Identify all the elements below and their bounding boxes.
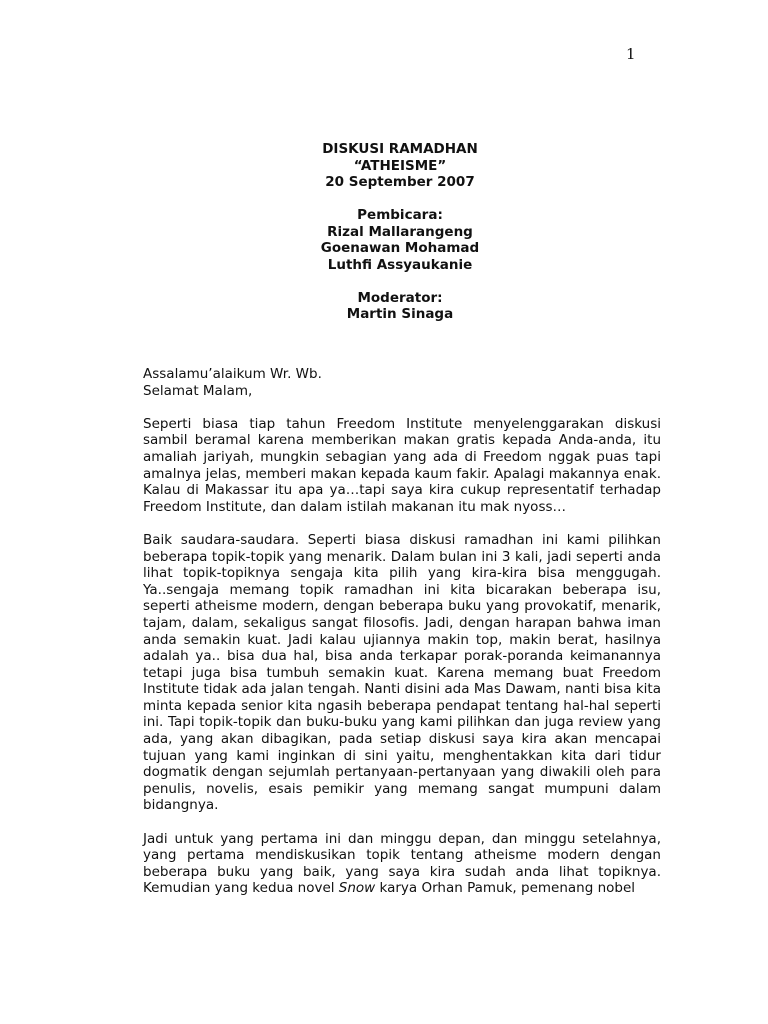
moderator-name: Martin Sinaga — [346, 306, 454, 322]
speaker-name: Rizal Mallarangeng — [327, 223, 473, 240]
moderator-label: Moderator: — [357, 289, 443, 306]
greeting-line: Assalamu’alaikum Wr. Wb. — [143, 366, 322, 382]
page-number: 1 — [626, 45, 636, 63]
paragraph: Seperti biasa tiap tahun Freedom Institute menyelenggarakan diskusi sambil beramal karena memberikan makan gratis kepada Anda-anda, itu amaliah jariyah, mungkin sebagian yang ada di Freedom nggak puas tapi amalnya jelas, memberi makan kepada kaum fakir. Apalagi makannya enak. Kalau di Makassar itu apa ya…tapi saya kira cukup representatif terhadap Freedom Institute, dan dalam istilah makanan itu mak nyoss… — [143, 415, 661, 515]
greeting — [143, 366, 661, 399]
document-date: 20 September 2007 — [325, 174, 475, 190]
paragraph: Baik saudara-saudara. Seperti biasa diskusi ramadhan ini kami pilihkan beberapa topik-topik yang menarik. Dalam bulan ini 3 kali, jadi seperti anda lihat topik-topiknya sengaja kita pilih yang kira-kira bisa menggugah. Ya..sengaja memang topik ramadhan ini kita bicarakan beberapa isu, seperti atheisme modern, dengan beberapa buku yang provokatif, menarik, tajam, dalam, sekaligus sangat filosofis. Jadi, dengan harapan bahwa iman anda semakin kuat. Jadi kalau ujiannya makin top, makin berat, hasilnya adalah ya.. bisa dua hal, bisa anda terkapar porak-poranda keimanannya tetapi juga bisa tumbuh semakin kuat. Karena memang buat Freedom Institute tidak ada jalan tengah. Nanti disini ada Mas Dawam, nanti bisa kita minta kepada senior kita ngasih beberapa pendapat tentang hal-hal seperti ini. Tapi topik-topik dan buku-buku yang kami pilihkan dan juga review yang ada, yang akan dibagikan, pada setiap diskusi saya kira akan mencapai tujuan yang kami inginkan di sini yaitu, menghentakkan kita dari tidur dogmatik dengan sejumlah pertanyaan-pertanyaan yang diwakili oleh para penulis, novelis, esais pemikir yang memang sangat mumpuni dalam bidangnya. — [143, 531, 661, 814]
paragraph — [143, 831, 661, 897]
document-header — [0, 141, 768, 323]
book-title: Snow — [338, 880, 376, 897]
speaker-name: Goenawan Mohamad — [320, 240, 480, 256]
document-title: DISKUSI RAMADHAN — [322, 141, 478, 157]
speakers-label: Pembicara: — [357, 207, 443, 223]
greeting-line: Selamat Malam, — [143, 382, 253, 399]
document-body — [143, 366, 661, 897]
spacer — [0, 191, 768, 208]
spacer — [0, 273, 768, 290]
paragraph-text: Jadi untuk yang pertama ini dan minggu depan, dan minggu setelahnya, yang pertama mendiskusikan topik tentang atheisme modern dengan beberapa buku yang baik, yang saya kira sudah anda lihat topiknya. Kemudian yang kedua novel — [143, 830, 661, 897]
speaker-name: Luthfi Assyaukanie — [327, 256, 473, 273]
document-subtitle: “ATHEISME” — [353, 157, 447, 174]
paragraph-text: karya Orhan Pamuk, pemenang nobel — [375, 880, 636, 897]
